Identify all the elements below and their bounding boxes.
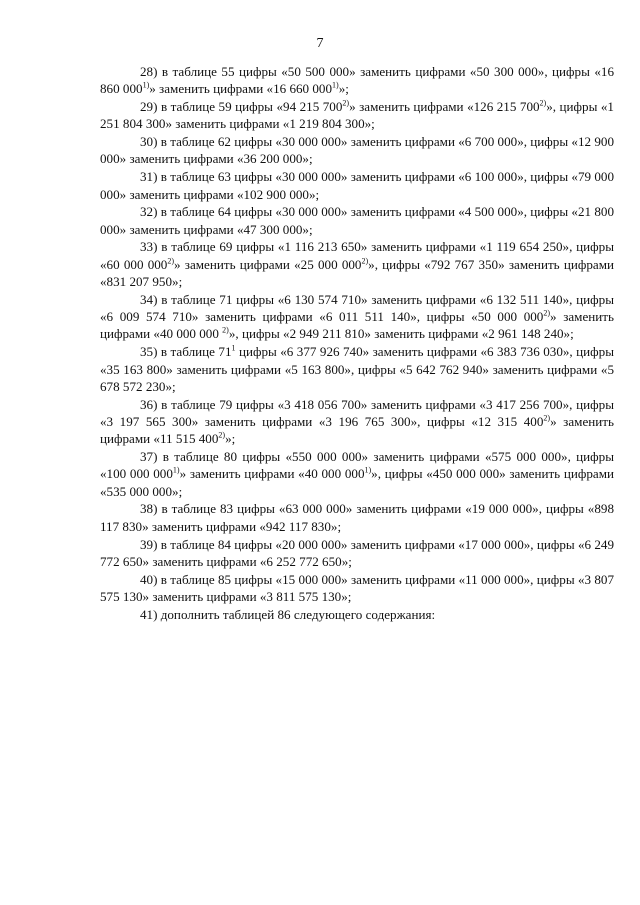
footnote-marker: 1) xyxy=(172,465,180,475)
amendment-paragraph xyxy=(100,291,614,343)
page-number: 7 xyxy=(316,36,324,51)
footnote-marker: 2) xyxy=(167,256,175,266)
paragraph-text: »; xyxy=(338,81,349,97)
footnote-marker: 1 xyxy=(231,343,236,353)
amendment-paragraph xyxy=(100,500,614,535)
footnote-marker: 2) xyxy=(361,256,369,266)
amendment-paragraph xyxy=(100,168,614,203)
amendment-paragraph xyxy=(100,606,614,623)
document-body xyxy=(100,63,614,624)
paragraph-text: », цифры «2 949 211 810» заменить цифрами «2 961 148 240»; xyxy=(228,326,574,342)
paragraph-text: 31) в таблице 63 цифры «30 000 000» заменить цифрами «6 100 000», цифры «79 000 000» заменить цифрами «102 900 000»; xyxy=(100,169,614,202)
paragraph-text: 38) в таблице 83 цифры «63 000 000» заменить цифрами «19 000 000», цифры «898 117 830» заменить цифрами «942 117 830»; xyxy=(100,501,614,534)
paragraph-text: 40) в таблице 85 цифры «15 000 000» заменить цифрами «11 000 000», цифры «3 807 575 130» заменить цифрами «3 811 575 130»; xyxy=(100,571,614,604)
paragraph-text: 41) дополнить таблицей 86 следующего содержания: xyxy=(140,606,436,622)
amendment-paragraph xyxy=(100,343,614,395)
paragraph-text: 35) в таблице 71 xyxy=(140,344,232,360)
paragraph-text: » заменить цифрами «25 000 000 xyxy=(174,256,362,272)
paragraph-text: 39) в таблице 84 цифры «20 000 000» заменить цифрами «17 000 000», цифры «6 249 772 650» заменить цифрами «6 252 772 650»; xyxy=(100,536,614,569)
paragraph-text: цифры «6 377 926 740» заменить цифрами «6 383 736 030», цифры «35 163 800» заменить цифрами «5 163 800», цифры «5 642 762 940» заменить цифрами «5 678 572 230»; xyxy=(100,344,614,394)
amendment-paragraph xyxy=(100,63,614,98)
footnote-marker: 2) xyxy=(539,98,547,108)
paragraph-text: 36) в таблице 79 цифры «3 418 056 700» заменить цифрами «3 417 256 700», цифры «3 197 565 300» заменить цифрами «3 196 765 300», цифры «12 315 400 xyxy=(100,396,614,429)
amendment-paragraph xyxy=(100,396,614,448)
footnote-marker: 1) xyxy=(142,80,150,90)
amendment-paragraph xyxy=(100,133,614,168)
footnote-marker: 2) xyxy=(222,326,229,336)
amendment-paragraph xyxy=(100,448,614,500)
footnote-marker: 2) xyxy=(543,308,551,318)
footnote-marker: 1) xyxy=(364,465,372,475)
paragraph-text: 34) в таблице 71 цифры «6 130 574 710» заменить цифрами «6 132 511 140», цифры «6 009 574 710» заменить цифрами «6 011 511 140», цифры «50 000 000 xyxy=(100,291,614,325)
footnote-marker: 2) xyxy=(342,98,350,108)
footnote-marker: 1) xyxy=(332,80,339,90)
paragraph-text: 37) в таблице 80 цифры «550 000 000» заменить цифрами «575 000 000», цифры «100 000 000 xyxy=(100,449,614,482)
paragraph-text: »; xyxy=(225,431,236,447)
amendment-paragraph xyxy=(100,536,614,571)
paragraph-text: », цифры «1 251 804 300» заменить цифрами «1 219 804 300»; xyxy=(100,99,614,132)
amendment-paragraph xyxy=(100,98,614,133)
paragraph-text: », цифры «450 000 000» заменить цифрами «535 000 000»; xyxy=(100,466,615,499)
paragraph-text: » заменить цифрами «40 000 000 xyxy=(100,309,614,342)
paragraph-text: 33) в таблице 69 цифры «1 116 213 650» заменить цифрами «1 119 654 250», цифры «60 000 000 xyxy=(100,239,614,272)
amendment-paragraph xyxy=(100,203,614,238)
paragraph-text: » заменить цифрами «126 215 700 xyxy=(349,99,540,115)
amendment-paragraph xyxy=(100,238,614,290)
paragraph-text: 30) в таблице 62 цифры «30 000 000» заменить цифрами «6 700 000», цифры «12 900 000» заменить цифрами «36 200 000»; xyxy=(100,134,614,167)
footnote-marker: 2) xyxy=(543,413,551,423)
amendment-paragraph xyxy=(100,571,614,606)
paragraph-text: » заменить цифрами «16 660 000 xyxy=(149,81,333,97)
paragraph-text: 29) в таблице 59 цифры «94 215 700 xyxy=(140,99,343,115)
footnote-marker: 2) xyxy=(218,430,226,440)
paragraph-text: 32) в таблице 64 цифры «30 000 000» заменить цифрами «4 500 000», цифры «21 800 000» заменить цифрами «47 300 000»; xyxy=(100,204,614,237)
paragraph-text: », цифры «792 767 350» заменить цифрами «831 207 950»; xyxy=(100,256,615,290)
paragraph-text: » заменить цифрами «11 515 400 xyxy=(100,413,614,447)
paragraph-text: » заменить цифрами «40 000 000 xyxy=(179,466,365,482)
paragraph-text: 28) в таблице 55 цифры «50 500 000» заменить цифрами «50 300 000», цифры «16 860 000 xyxy=(100,64,614,97)
